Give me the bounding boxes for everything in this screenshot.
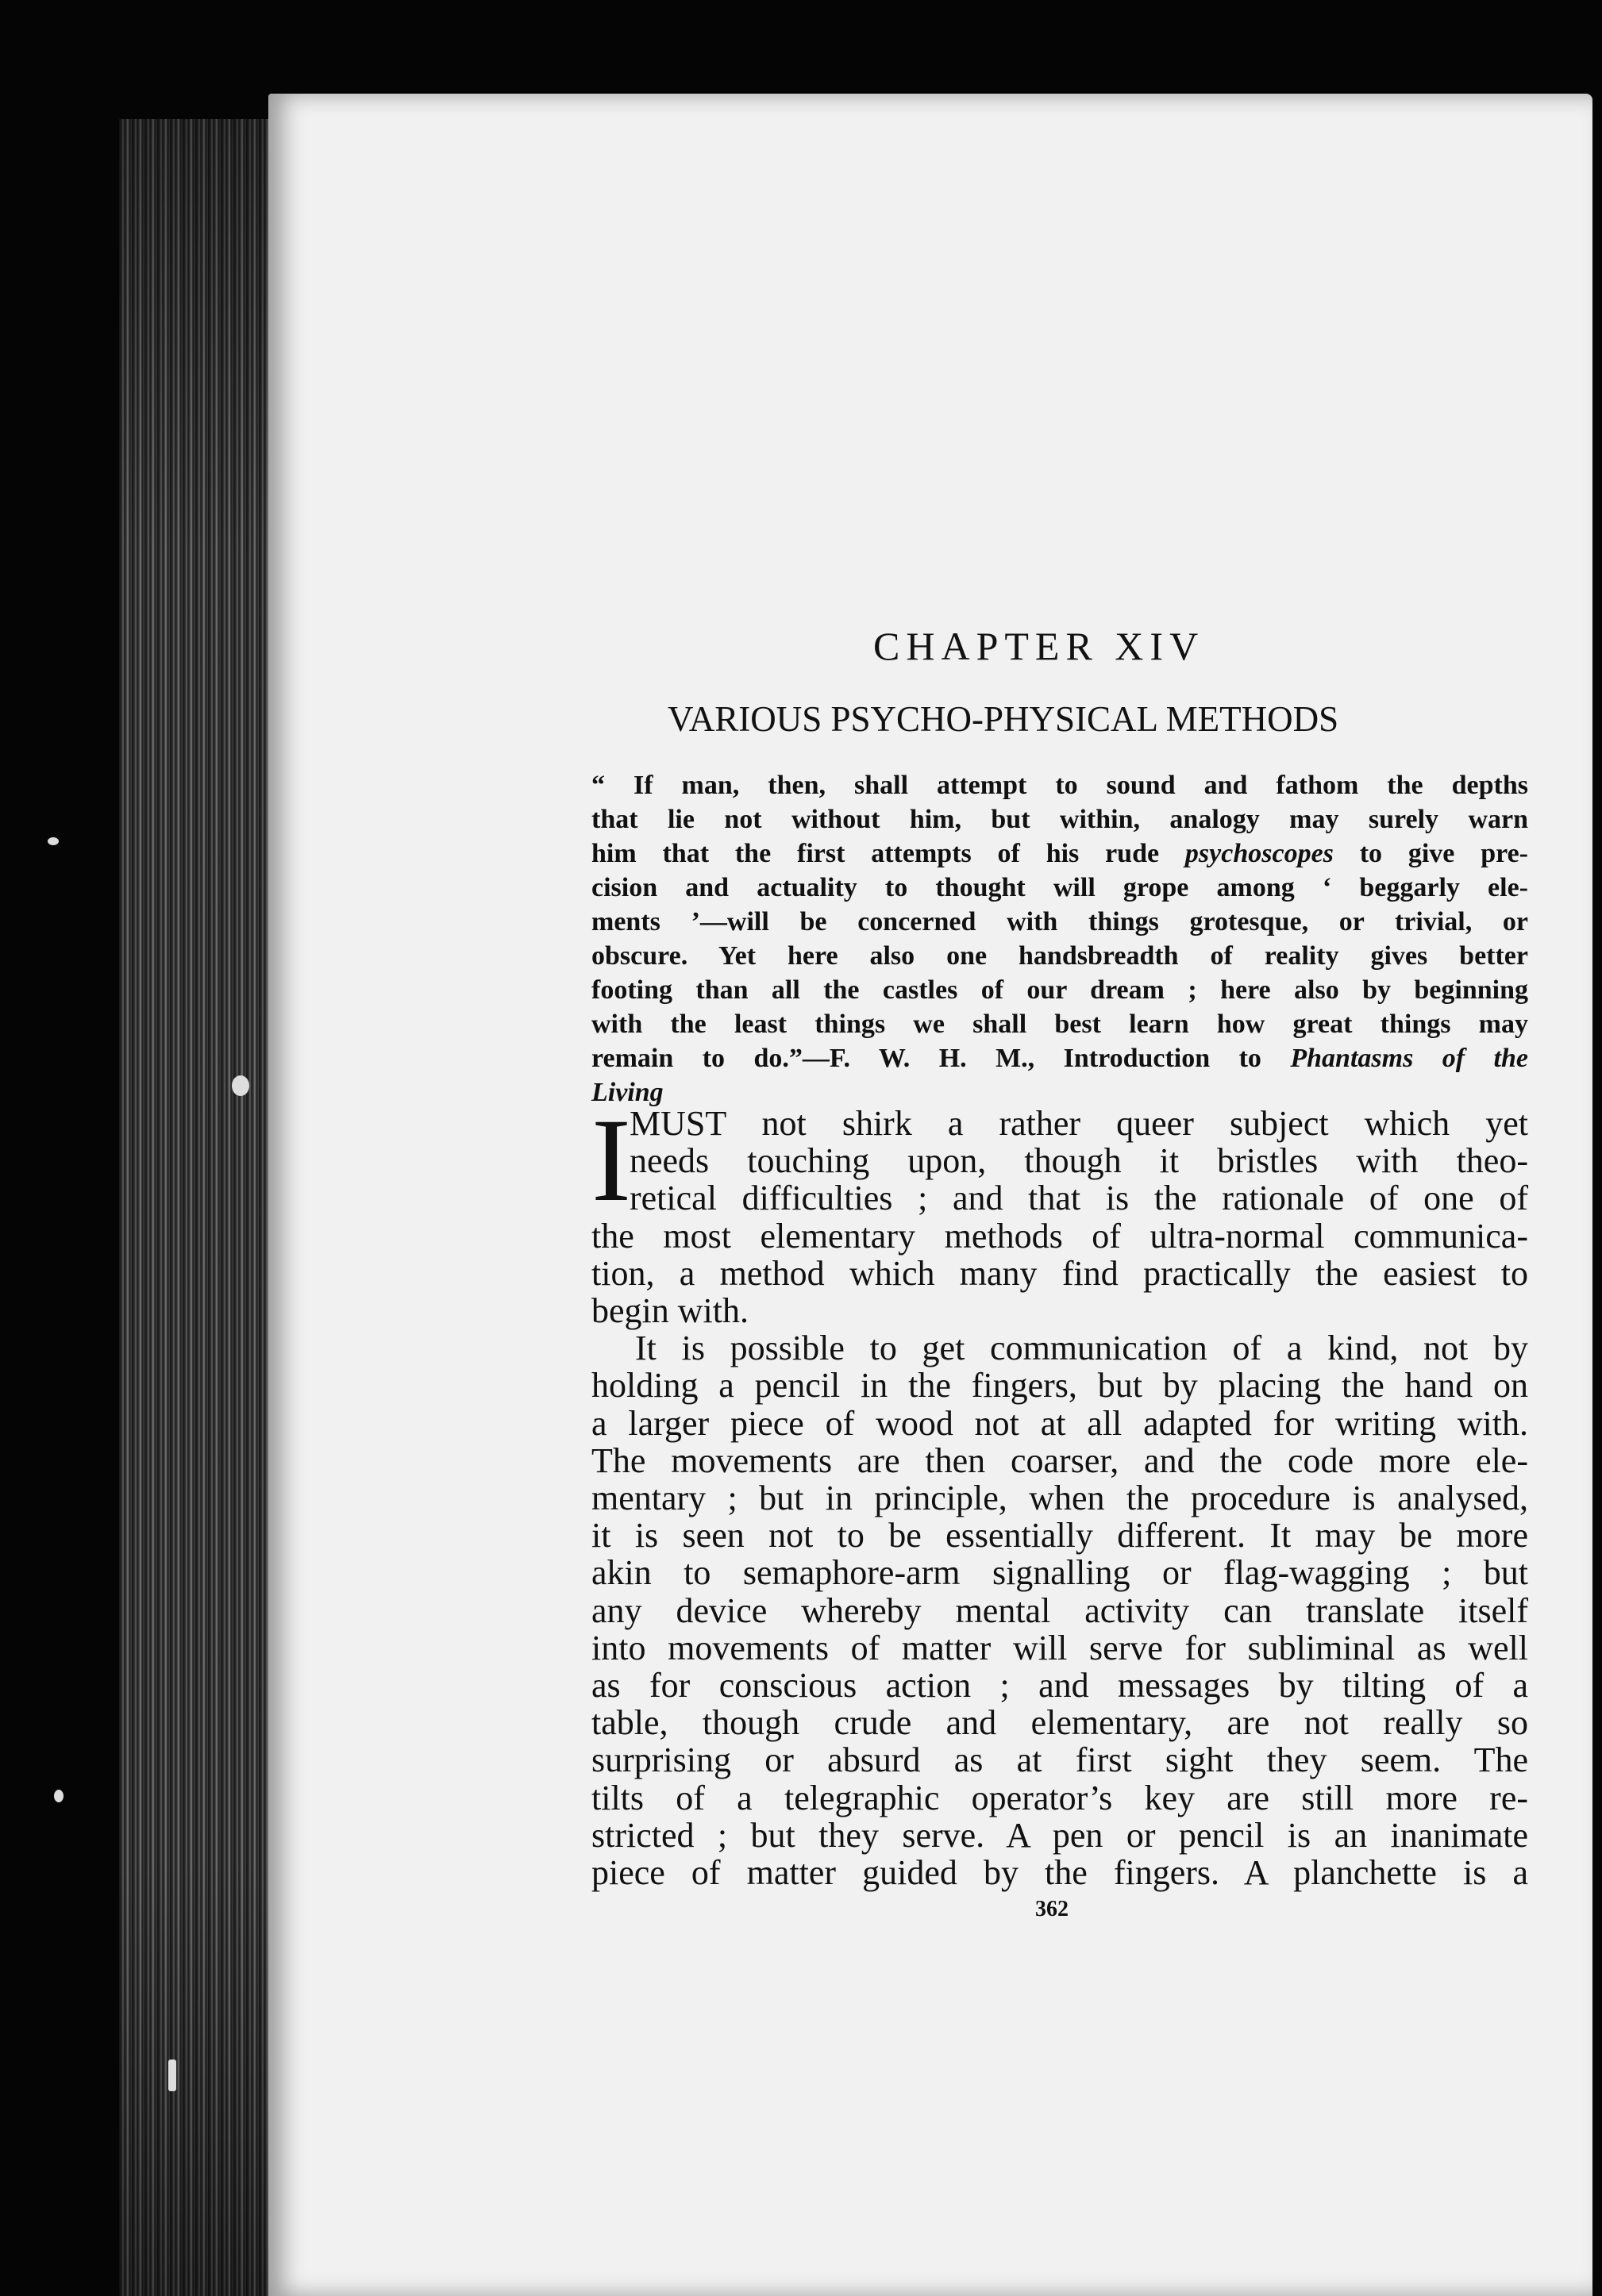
body-text (591, 1094, 1528, 1893)
body-line: holding a pencil in the fingers, but by placing the hand on (591, 1366, 1528, 1406)
chapter-label: CHAPTER XIV (873, 624, 1205, 668)
body-line: any device whereby mental activity can translate itself (591, 1590, 1528, 1630)
drop-cap: I (591, 1094, 631, 1226)
body-line: piece of matter guided by the fingers. A planchette is a (591, 1853, 1528, 1893)
epigraph-italic-title-end: Living (591, 1078, 664, 1107)
body-line: akin to semaphore-arm signalling or flag-wagging ; but (591, 1553, 1528, 1593)
body-line: stricted ; but they serve. A pen or pencil is an inanimate (591, 1815, 1528, 1855)
body-line: It is possible to get communication of a kind, not by (635, 1329, 1528, 1368)
body-line: retical difficulties ; and that is the rationale of one of (630, 1179, 1528, 1218)
chapter-title: VARIOUS PSYCHO-PHYSICAL METHODS (668, 699, 1339, 739)
scan-speck (232, 1075, 249, 1096)
epigraph-line-part: him that the first attempts of his rude (591, 839, 1185, 868)
epigraph-line: footing than all the castles of our dream ; here also by beginning (591, 975, 1528, 1005)
epigraph-line: cision and actuality to thought will grope among ‘ beggarly ele- (591, 873, 1528, 902)
body-line: table, though crude and elementary, are not really so (591, 1703, 1528, 1743)
epigraph-line: with the least things we shall best learn how great things may (591, 1010, 1528, 1039)
epigraph-line (591, 836, 1528, 871)
drop-cap-lines (591, 1094, 1528, 1226)
epigraph-line: “ If man, then, shall attempt to sound and fathom the depths (591, 771, 1528, 800)
page-edges (119, 119, 278, 2296)
scan-speck (54, 1790, 64, 1802)
epigraph-italic-title: Phantasms of the (1290, 1044, 1528, 1073)
epigraph-line-part: to give pre- (1333, 839, 1528, 868)
epigraph (591, 768, 1528, 1110)
epigraph-line: ments ’—will be concerned with things grotesque, or trivial, or (591, 907, 1528, 936)
body-line: MUST not shirk a rather queer subject which yet (630, 1104, 1528, 1143)
body-line: begin with. (591, 1291, 749, 1331)
body-line: as for conscious action ; and messages by tilting of a (591, 1666, 1528, 1706)
scan-speck (168, 2059, 176, 2091)
body-line: The movements are then coarser, and the code more ele- (591, 1440, 1528, 1480)
body-line: needs touching upon, though it bristles with theo- (630, 1141, 1528, 1181)
epigraph-line-part: remain to do.”—F. W. H. M., Introduction to (591, 1044, 1291, 1073)
body-line: into movements of matter will serve for subliminal as well (591, 1628, 1528, 1667)
body-line: surprising or absurd as at first sight they seem. The (591, 1740, 1528, 1780)
epigraph-line: that lie not without him, but within, analogy may surely warn (591, 805, 1528, 834)
body-line: tilts of a telegraphic operator’s key are still more re- (591, 1778, 1528, 1817)
epigraph-line (591, 1041, 1528, 1075)
body-line: mentary ; but in principle, when the procedure is analysed, (591, 1479, 1528, 1518)
page-number: 362 (1035, 1897, 1069, 1921)
epigraph-italic-term: psychoscopes (1184, 839, 1334, 868)
body-line: it is seen not to be essentially different. It may be more (591, 1516, 1528, 1556)
scan-speck (48, 837, 59, 845)
body-line: tion, a method which many find practically the easiest to (591, 1253, 1528, 1293)
body-line: the most elementary methods of ultra-normal communica- (591, 1216, 1528, 1256)
body-line: a larger piece of wood not at all adapted for writing with. (591, 1403, 1528, 1443)
epigraph-line: obscure. Yet here also one handsbreadth of reality gives better (591, 941, 1528, 971)
